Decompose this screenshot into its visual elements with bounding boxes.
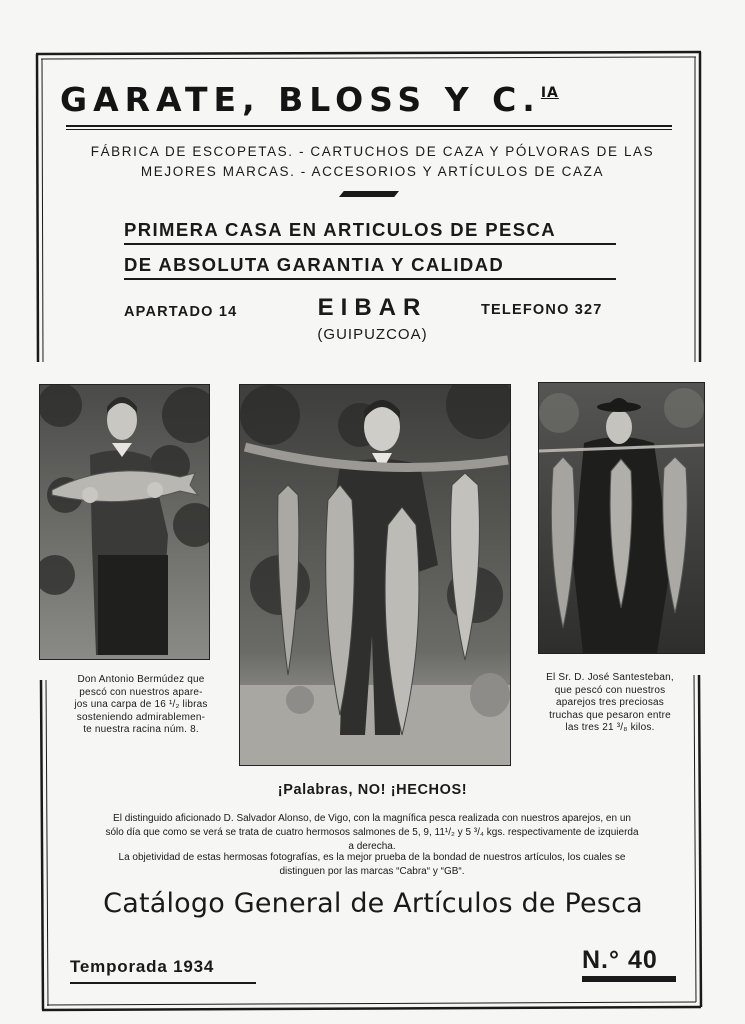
caption-right-line: que pescó con nuestros	[554, 684, 666, 696]
subtitle-line-2: MEJORES MARCAS. - ACCESORIOS Y ARTÍCULOS DE CAZA	[140, 164, 605, 179]
body-paragraph-1	[64, 812, 680, 854]
headline-2-underline	[124, 278, 616, 280]
title-rule-thin	[66, 129, 672, 130]
issue-number: N.° 40	[582, 946, 658, 974]
title-rule	[66, 125, 672, 127]
body-line: a derecha.	[348, 841, 396, 852]
man-with-three-trout-photo	[538, 382, 705, 654]
subtitle	[60, 142, 685, 182]
body-line: La objetividad de estas hermosas fotografías, es la mejor prueba de la bondad de nuestros artículos, los cuales se	[118, 852, 626, 863]
caption-left-line: Don Antonio Bermúdez que	[77, 674, 205, 685]
caption-left-line: te nuestra racina núm. 8.	[83, 724, 199, 735]
body-line: distinguen por las marcas “Cabra“ y “GB“.	[279, 866, 465, 877]
caption-left-line: pescó con nuestros apare-	[79, 686, 203, 698]
subtitle-line-1: FÁBRICA DE ESCOPETAS. - CARTUCHOS DE CAZA Y PÓLVORAS DE LAS	[90, 144, 655, 159]
headline-2: DE ABSOLUTA GARANTIA Y CALIDAD	[124, 254, 505, 275]
caption-right	[530, 672, 690, 735]
headline-1-underline	[124, 243, 616, 245]
man-with-four-salmon-photo	[239, 384, 511, 766]
city: EIBAR	[317, 294, 428, 321]
headline-1: PRIMERA CASA EN ARTICULOS DE PESCA	[124, 219, 557, 240]
issue-number-bar	[582, 976, 676, 982]
caption-left-line: jos una carpa de 16 ¹/₂ libras	[74, 699, 208, 710]
caption-right-line: El Sr. D. José Santesteban,	[546, 672, 674, 683]
separator-dash	[339, 191, 399, 197]
body-line: El distinguido aficionado D. Salvador Alonso, de Vigo, con la magnífica pesca realizada con nuestros aparejos, en un	[113, 813, 631, 824]
caption-left	[60, 674, 222, 737]
phone: TELEFONO 327	[481, 302, 603, 318]
province: (GUIPUZCOA)	[317, 326, 428, 343]
company-name	[60, 80, 680, 119]
season: Temporada 1934	[70, 957, 215, 976]
season-underline	[70, 982, 256, 984]
caption-right-line: aparejos tres preciosas	[556, 697, 664, 708]
body-line: sólo día que como se verá se trata de cuatro hermosos salmones de 5, 9, 11¹/₂ y 5 ³/₄ kgs. respectivamente de izquierda	[105, 827, 639, 838]
caption-right-line: truchas que pesaron entre	[549, 709, 671, 721]
company-name-text: GARATE, BLOSS Y C.	[60, 80, 541, 119]
po-box: APARTADO 14	[124, 304, 238, 320]
body-paragraph-2	[64, 851, 680, 879]
caption-left-line: sosteniendo admirablemen-	[76, 711, 206, 723]
catalog-title: Catálogo General de Artículos de Pesca	[103, 888, 643, 919]
man-holding-carp-photo	[39, 384, 210, 660]
slogan: ¡Palabras, NO! ¡HECHOS!	[277, 782, 468, 798]
caption-right-line: las tres 21 ³/₈ kilos.	[565, 722, 655, 733]
company-suffix: IA	[540, 85, 559, 101]
